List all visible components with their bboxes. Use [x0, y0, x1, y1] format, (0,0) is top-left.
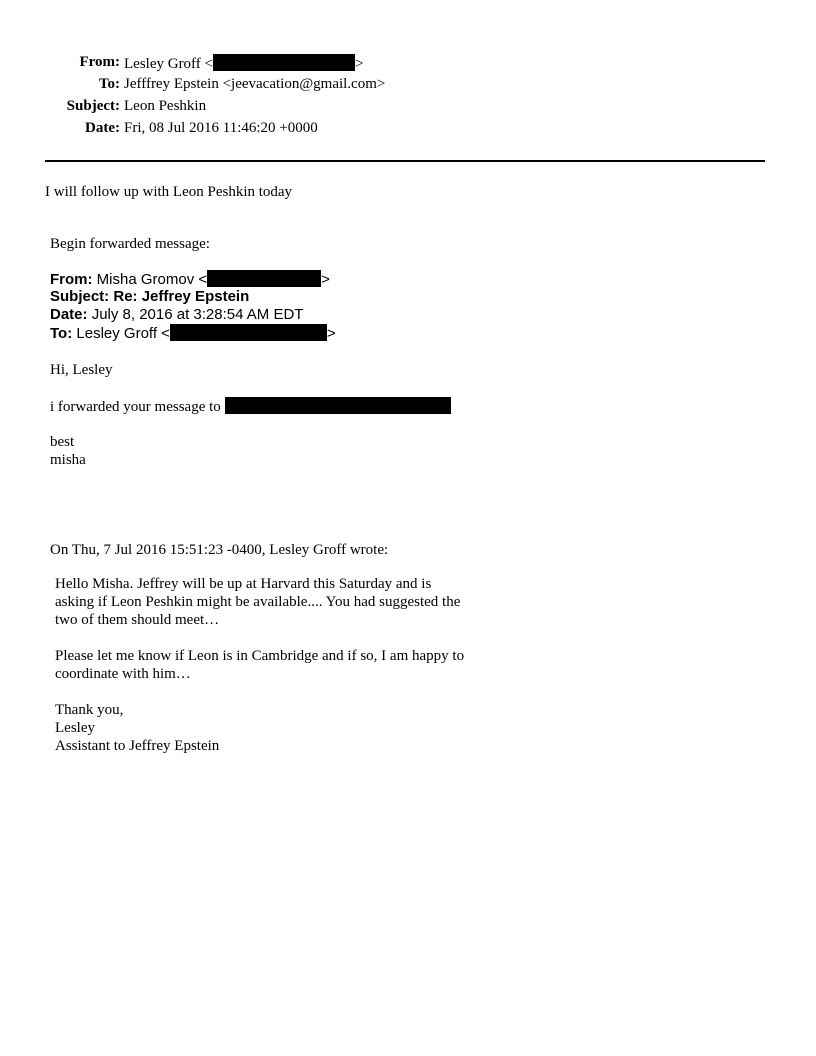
quoted-attribution: On Thu, 7 Jul 2016 15:51:23 -0400, Lesley Groff wrote: — [50, 542, 389, 558]
forwarded-subject-label: Subject: — [50, 288, 110, 305]
quoted-signature-name: Lesley — [55, 720, 95, 736]
forwarded-date-value: July 8, 2016 at 3:28:54 AM EDT — [91, 306, 304, 323]
header-to-label: To: — [98, 76, 120, 92]
forwarded-date-label: Date: — [50, 306, 88, 323]
header-date-label: Date: — [85, 120, 120, 136]
forwarded-date-row — [50, 306, 303, 324]
quoted-paragraph-2-line-2: coordinate with him… — [55, 666, 191, 682]
forwarded-from-suffix: > — [321, 271, 330, 288]
quoted-paragraph-2-line-1: Please let me know if Leon is in Cambridge and if so, I am happy to — [55, 648, 465, 664]
quoted-closing: Thank you, — [55, 702, 124, 718]
forwarded-greeting: Hi, Lesley — [50, 362, 113, 378]
forwarded-from-label: From: — [50, 271, 93, 288]
redaction-block — [170, 324, 327, 341]
forwarded-to-row — [50, 324, 336, 343]
header-from-suffix: > — [355, 56, 364, 72]
header-subject-value: Leon Peshkin — [124, 98, 207, 114]
quoted-paragraph-1-line-1: Hello Misha. Jeffrey will be up at Harvard this Saturday and is — [55, 576, 432, 592]
forwarded-from-name: Misha Gromov < — [96, 271, 208, 288]
header-date-value: Fri, 08 Jul 2016 11:46:20 +0000 — [124, 120, 318, 136]
forwarded-subject-row — [50, 288, 249, 306]
forwarded-signoff: best — [50, 434, 75, 450]
header-divider — [45, 160, 765, 162]
forwarded-to-name: Lesley Groff < — [76, 325, 170, 342]
header-to-value: Jefffrey Epstein <jeevacation@gmail.com> — [124, 76, 386, 92]
quoted-signature-title: Assistant to Jeffrey Epstein — [55, 738, 220, 754]
header-date-row — [0, 120, 400, 140]
header-from-label: From: — [79, 54, 120, 70]
reply-line: I will follow up with Leon Peshkin today — [45, 184, 293, 200]
header-to-row — [0, 76, 400, 96]
forwarded-message-line — [50, 397, 451, 416]
forwarded-from-row — [50, 270, 330, 289]
forwarded-to-suffix: > — [326, 325, 336, 342]
forwarded-signature: misha — [50, 452, 86, 468]
header-subject-row — [0, 98, 400, 118]
forward-intro: Begin forwarded message: — [50, 236, 210, 252]
forwarded-subject-value: Re: Jeffrey Epstein — [113, 288, 250, 305]
quoted-paragraph-1-line-3: two of them should meet… — [55, 612, 220, 628]
header-subject-label: Subject: — [66, 98, 120, 114]
quoted-paragraph-1-line-2: asking if Leon Peshkin might be available.... You had suggested the — [55, 594, 461, 610]
header-from-name: Lesley Groff < — [124, 56, 213, 72]
forwarded-to-label: To: — [50, 325, 73, 342]
forwarded-message-text: i forwarded your message to — [50, 399, 221, 415]
header-from-row — [0, 54, 400, 74]
redaction-block — [225, 397, 451, 414]
redaction-block — [213, 54, 355, 71]
redaction-block — [207, 270, 321, 287]
header-from-value — [124, 54, 363, 73]
